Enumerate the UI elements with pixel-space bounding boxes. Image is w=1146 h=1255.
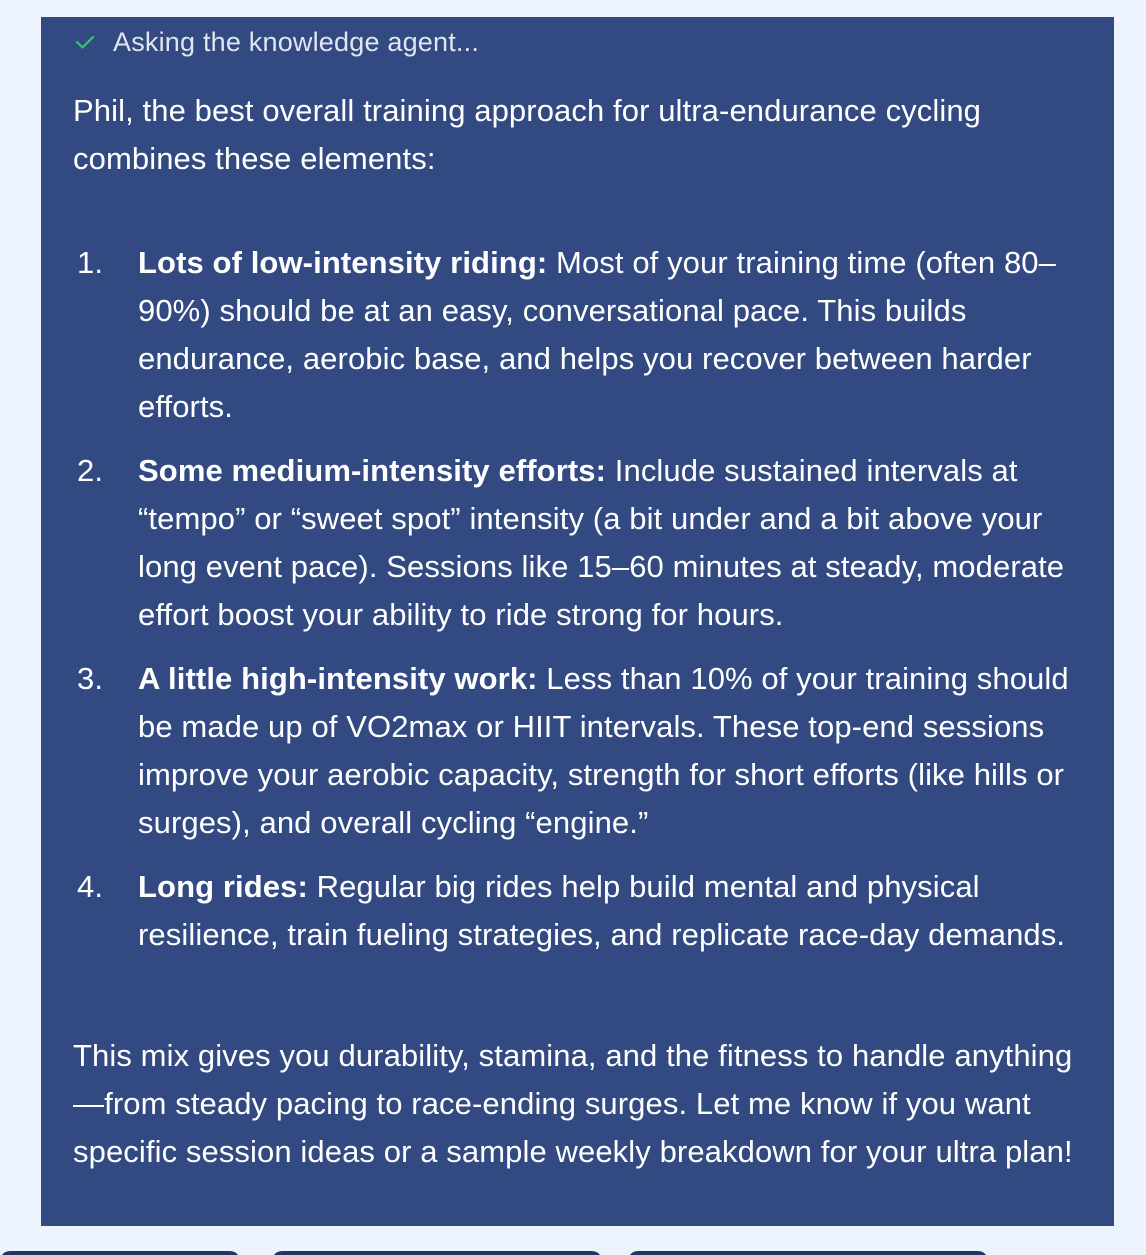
list-item [73,655,1092,847]
list-item-text: Less than 10% of your training should be made up of VO2max or HIIT intervals. These top-end sessions improve your aerobic capacity, strength for short efforts (like hills or surges), and overall cycling “engine.” [138,661,1069,840]
list-item-title: A little high-intensity work: [138,661,538,696]
agent-status-text: Asking the knowledge agent... [113,26,480,57]
list-item-number: 4. [77,869,104,904]
list-item-number: 1. [77,245,104,280]
list-item [73,863,1092,959]
list-item-title: Long rides: [138,869,308,904]
message-outro: This mix gives you durability, stamina, and the fitness to handle anything—from steady pacing to race-ending surges. Let me know if you want specific session ideas or a sample weekly breakdown for your ultra plan! [73,1038,1073,1169]
suggestion-chip[interactable] [272,1251,602,1255]
list-item-number: 3. [77,661,104,696]
assistant-message-card [41,17,1114,1226]
suggestion-chips-row [0,1248,1146,1255]
suggestion-chip[interactable] [628,1251,988,1255]
suggestion-chip[interactable] [0,1251,240,1255]
list-item-number: 2. [77,453,104,488]
check-icon [73,30,97,54]
list-item [73,239,1092,431]
list-item-title: Lots of low-intensity riding: [138,245,548,280]
training-points-list [73,239,1092,959]
list-item-title: Some medium-intensity efforts: [138,453,607,488]
message-intro: Phil, the best overall training approach for ultra-endurance cycling combines these elements: [73,93,982,176]
list-item-text: Most of your training time (often 80–90%) should be at an easy, conversational pace. This builds endurance, aerobic base, and helps you recover between harder efforts. [138,245,1056,424]
list-item-text: Regular big rides help build mental and physical resilience, train fueling strategies, and replicate race-day demands. [138,869,1066,952]
agent-status [73,25,479,59]
list-item-text: Include sustained intervals at “tempo” or “sweet spot” intensity (a bit under and a bit above your long event pace). Sessions like 15–60 minutes at steady, moderate effort boost your ability to ride strong for hours. [138,453,1065,632]
list-item [73,447,1092,639]
